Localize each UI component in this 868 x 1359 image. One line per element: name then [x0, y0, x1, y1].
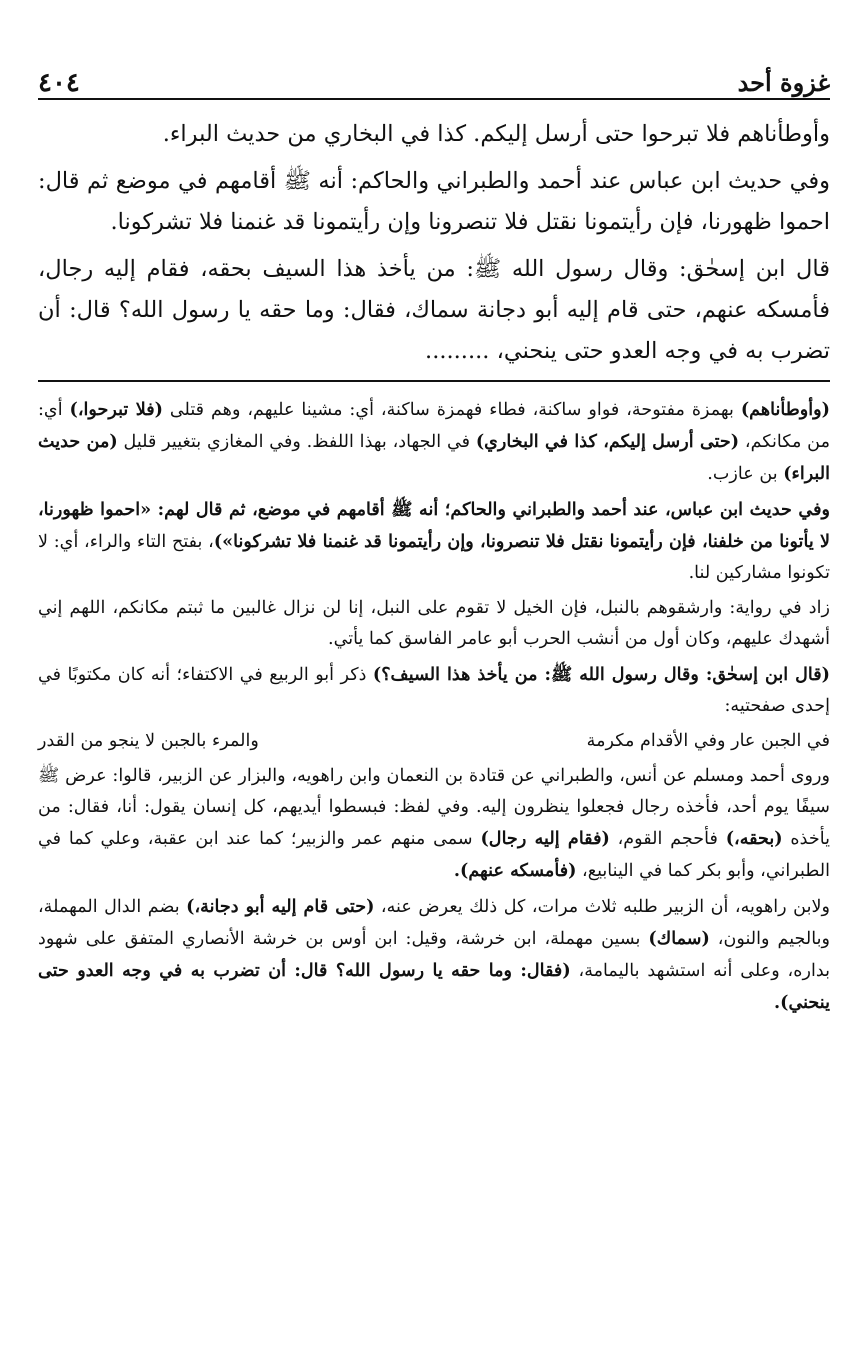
footnote-divider — [38, 380, 830, 382]
quoted-text: (فلا تبرحوا،) — [69, 399, 163, 420]
quoted-text: (بحقه،) — [725, 828, 783, 849]
commentary-text: ولابن راهويه، أن الزبير طلبه ثلاث مرات، كل ذلك يعرض عنه، — [374, 897, 830, 917]
main-paragraph: وفي حديث ابن عباس عند أحمد والطبراني والحاكم: أنه ﷺ أقامهم في موضع ثم قال: احموا ظهورنا، فإن رأيتمونا نقتل فلا تنصرونا وإن رأيتمونا قد غنمنا فلا تشركونا. — [38, 168, 830, 235]
commentary-text: سمى منهم عمر والزبير؛ كما عند ابن عقبة، وعلي كما في الطبراني، وأبو بكر كما في الينابيع، — [38, 829, 830, 881]
commentary-text: وروى أحمد ومسلم عن أنس، والطبراني عن قتادة بن النعمان وابن راهويه، والبزار عن الزبير، قالوا: عرض ﷺ سيفًا يوم أحد، فأخذه رجال فجعلوا ينظرون إليه. وفي لفظ: فبسطوا أيديهم، كل إنسان يقول: أنا، فقال: من يأخذه — [38, 766, 830, 849]
commentary-text: بضم الدال المهملة، وبالجيم والنون، — [38, 897, 831, 949]
quoted-text: (قال ابن إسحٰق: وقال رسول الله ﷺ: من يأخذ هذا السيف؟) — [372, 664, 831, 685]
chapter-title: غزوة أحد — [737, 68, 830, 97]
quoted-text: (سماك) — [648, 928, 710, 949]
commentary-text: فأحجم القوم، — [609, 829, 726, 849]
quoted-text: (حتى قام إليه أبو دجانة،) — [186, 896, 375, 917]
page-number: ٤٠٤ — [38, 68, 80, 98]
commentary-paragraph — [38, 494, 830, 589]
commentary-paragraph — [38, 659, 830, 722]
main-paragraph: قال ابن إسحٰق: وقال رسول الله ﷺ: من يأخذ هذا السيف بحقه، فقام إليه رجال، فأمسكه عنهم، حتى قام إليه أبو دجانة سماك، فقال: وما حقه يا رسول الله؟ قال: أن تضرب به في وجه العدو حتى ينحني، ......... — [38, 256, 830, 364]
commentary-paragraph — [38, 593, 830, 655]
quoted-text: (من حديث البراء) — [38, 431, 830, 484]
quoted-text: (فقال: وما حقه يا رسول الله؟ قال: أن تضرب به في وجه العدو حتى ينحني). — [38, 960, 830, 1013]
quoted-text: (فأمسكه عنهم). — [453, 860, 577, 881]
commentary-paragraph — [38, 394, 830, 490]
commentary-text: بن عازب. — [707, 464, 784, 484]
quoted-text: (وأوطأناهم) — [740, 399, 830, 420]
verse-second-hemistich: والمرء بالجبن لا ينجو من القدر — [38, 731, 259, 751]
commentary-text: أي: من مكانكم، — [38, 400, 831, 452]
commentary-text: ، بفتح التاء والراء، أي: لا تكونوا مشاركين لنا. — [38, 532, 830, 583]
main-paragraph: وأوطأناهم فلا تبرحوا حتى أرسل إليكم. كذا في البخاري من حديث البراء. — [162, 121, 830, 147]
commentary-paragraph — [38, 891, 830, 1019]
quoted-text: وفي حديث ابن عباس، عند أحمد والطبراني والحاكم؛ أنه ﷺ أقامهم في موضع، ثم قال لهم: «احموا ظهورنا، لا يأتونا من خلفنا، فإن رأيتمونا نقتل فلا تنصرونا، وإن رأيتمونا قد غنمنا فلا تشركونا») — [38, 499, 830, 552]
commentary-text: زاد في رواية: وارشقوهم بالنبل، فإن الخيل لا تقوم على النبل، إنا لن نزال غالبين ما ثبتم مكانكم، اللهم إني أشهدك عليهم، وكان أول من أنشب الحرب أبو عامر الفاسق كما يأتي. — [38, 598, 830, 649]
quoted-text: (فقام إليه رجال) — [480, 828, 610, 849]
commentary-text: بسين مهملة، ابن خرشة، وقيل: ابن أوس بن خرشة الأنصاري المتفق على شهود بداره، وعلى أنه استشهد باليمامة، — [38, 929, 830, 981]
main-text — [38, 114, 830, 372]
commentary-text: بهمزة مفتوحة، فواو ساكنة، فطاء فهمزة ساكنة، أي: مشينا عليهم، وهم قتلى — [162, 400, 741, 420]
verse-first-hemistich: في الجبن عار وفي الأقدام مكرمة — [586, 731, 830, 751]
page-header — [38, 56, 830, 100]
commentary-text: ذكر أبو الربيع في الاكتفاء؛ أنه كان مكتوبًا في إحدى صفحتيه: — [38, 665, 830, 716]
poetry-verse — [38, 726, 830, 757]
quoted-text: (حتى أرسل إليكم، كذا في البخاري) — [475, 431, 740, 452]
commentary-paragraph — [38, 761, 830, 887]
commentary-text: في الجهاد، بهذا اللفظ. وفي المغازي بتغيير قليل — [117, 432, 476, 452]
commentary — [38, 394, 830, 1019]
